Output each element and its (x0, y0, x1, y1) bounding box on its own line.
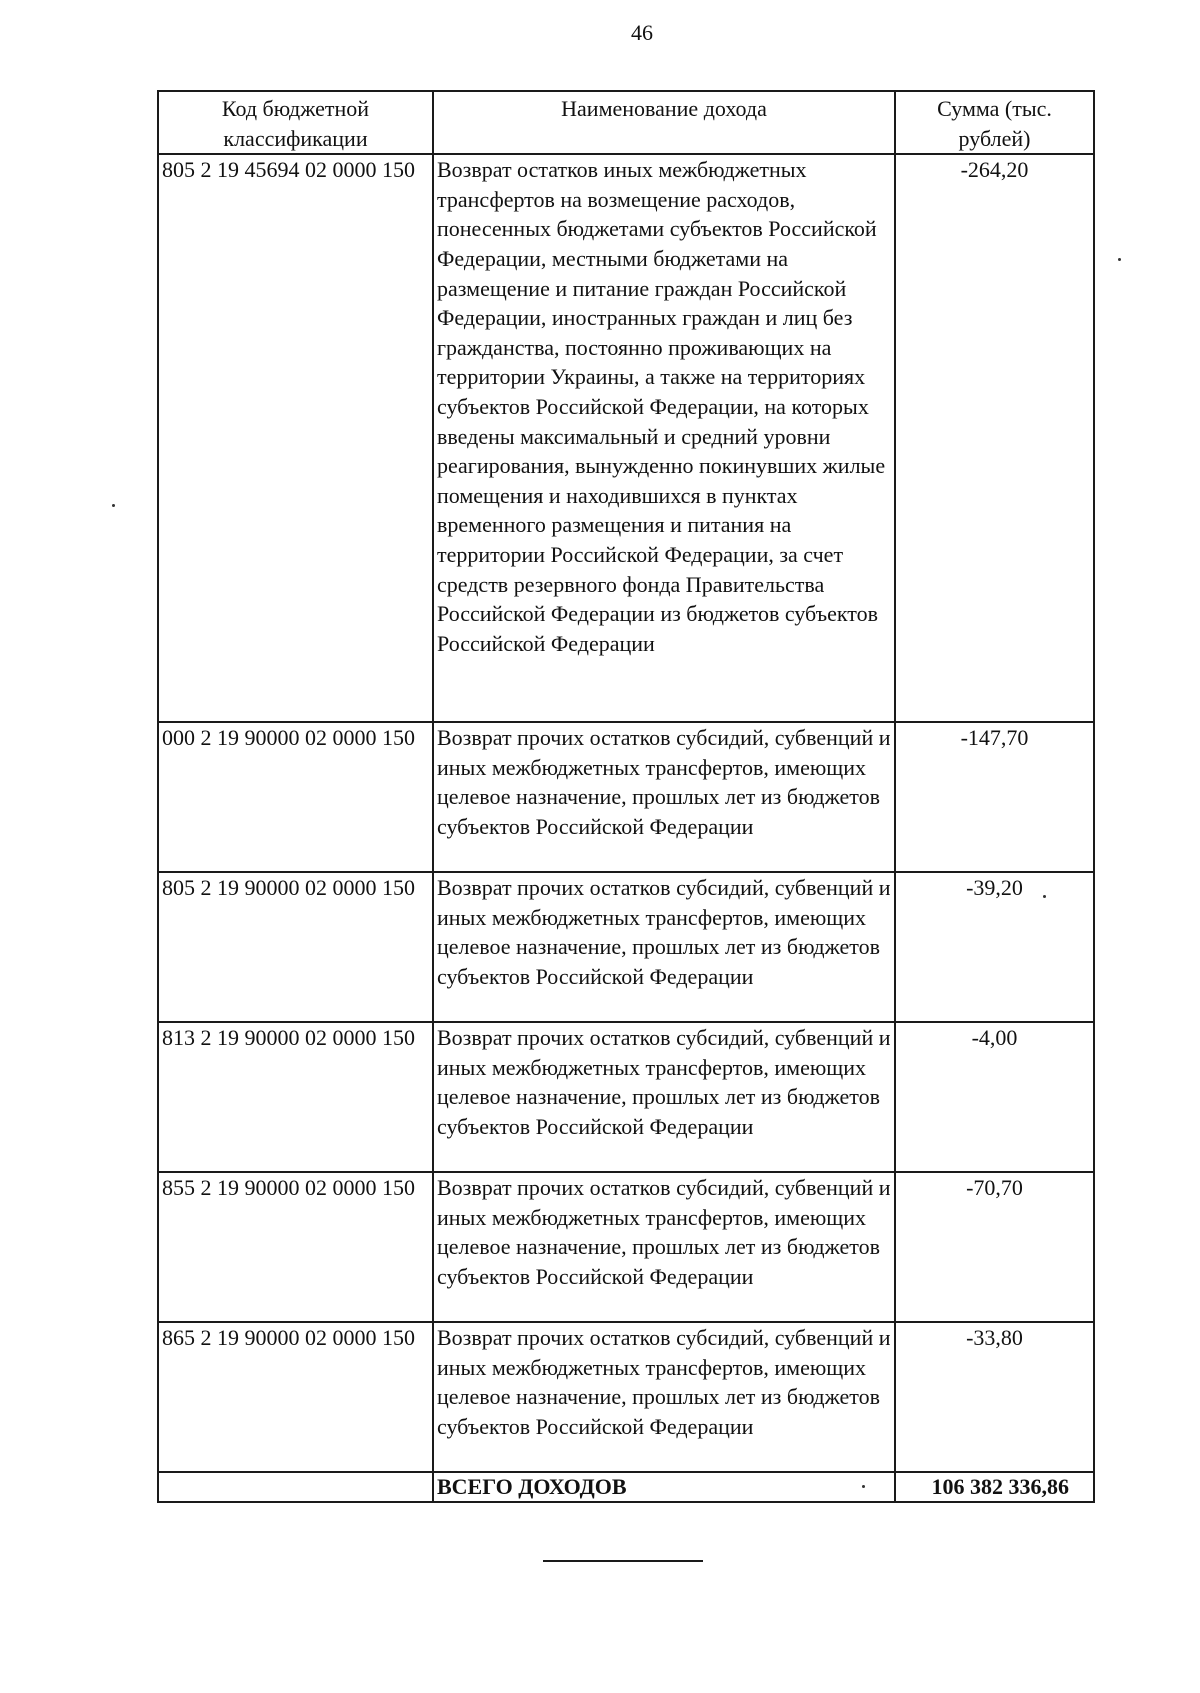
row-sum: -33,80 (895, 1322, 1094, 1472)
row-sum: -4,00 (895, 1022, 1094, 1172)
table-row (158, 1322, 1094, 1472)
row-name: Возврат прочих остатков субсидий, субвенций и иных межбюджетных трансфертов, имеющих целевое назначение, прошлых лет из бюджетов субъектов Российской Федерации (433, 872, 895, 1022)
row-name: Возврат остатков иных межбюджетных трансфертов на возмещение расходов, понесенных бюджетами субъектов Российской Федерации, местными бюджетами на размещение и питание граждан Российской Федерации, иностранных граждан и лиц без гражданства, постоянно проживающих на территории Украины, а также на территориях субъектов Российской Федерации, на которых введены максимальный и средний уровни реагирования, вынужденно покинувших жилые помещения и находившихся в пунктах временного размещения и питания на территории Российской Федерации, за счет средств резервного фонда Правительства Российской Федерации из бюджетов субъектов Российской Федерации (433, 154, 895, 722)
scan-speck (1118, 258, 1121, 261)
row-sum: -70,70 (895, 1172, 1094, 1322)
table-row (158, 154, 1094, 722)
total-sum: 106 382 336,86 (895, 1472, 1094, 1502)
total-label: ВСЕГО ДОХОДОВ (433, 1472, 895, 1502)
row-sum: -39,20 (895, 872, 1094, 1022)
row-code: 865 2 19 90000 02 0000 150 (158, 1322, 433, 1472)
table-header-row (158, 91, 1094, 154)
row-name: Возврат прочих остатков субсидий, субвенций и иных межбюджетных трансфертов, имеющих целевое назначение, прошлых лет из бюджетов субъектов Российской Федерации (433, 722, 895, 872)
table-row (158, 872, 1094, 1022)
row-code: 855 2 19 90000 02 0000 150 (158, 1172, 433, 1322)
row-name: Возврат прочих остатков субсидий, субвенций и иных межбюджетных трансфертов, имеющих целевое назначение, прошлых лет из бюджетов субъектов Российской Федерации (433, 1172, 895, 1322)
row-code: 805 2 19 90000 02 0000 150 (158, 872, 433, 1022)
page-number: 46 (631, 20, 653, 45)
scan-speck (862, 1485, 865, 1488)
table-row (158, 722, 1094, 872)
header-code: Код бюджетной классификации (158, 91, 433, 154)
row-code: 813 2 19 90000 02 0000 150 (158, 1022, 433, 1172)
table-row (158, 1022, 1094, 1172)
table-row (158, 1172, 1094, 1322)
total-row (158, 1472, 1094, 1502)
row-sum: -147,70 (895, 722, 1094, 872)
row-name: Возврат прочих остатков субсидий, субвенций и иных межбюджетных трансфертов, имеющих целевое назначение, прошлых лет из бюджетов субъектов Российской Федерации (433, 1322, 895, 1472)
header-name: Наименование дохода (433, 91, 895, 154)
revenue-table (157, 90, 1095, 1503)
scan-speck (112, 504, 115, 507)
row-code: 805 2 19 45694 02 0000 150 (158, 154, 433, 722)
scan-speck (1043, 895, 1046, 898)
header-sum: Сумма (тыс. рублей) (895, 91, 1094, 154)
row-code: 000 2 19 90000 02 0000 150 (158, 722, 433, 872)
row-name: Возврат прочих остатков субсидий, субвенций и иных межбюджетных трансфертов, имеющих целевое назначение, прошлых лет из бюджетов субъектов Российской Федерации (433, 1022, 895, 1172)
total-code (158, 1472, 433, 1502)
footer-divider (543, 1560, 703, 1562)
row-sum: -264,20 (895, 154, 1094, 722)
